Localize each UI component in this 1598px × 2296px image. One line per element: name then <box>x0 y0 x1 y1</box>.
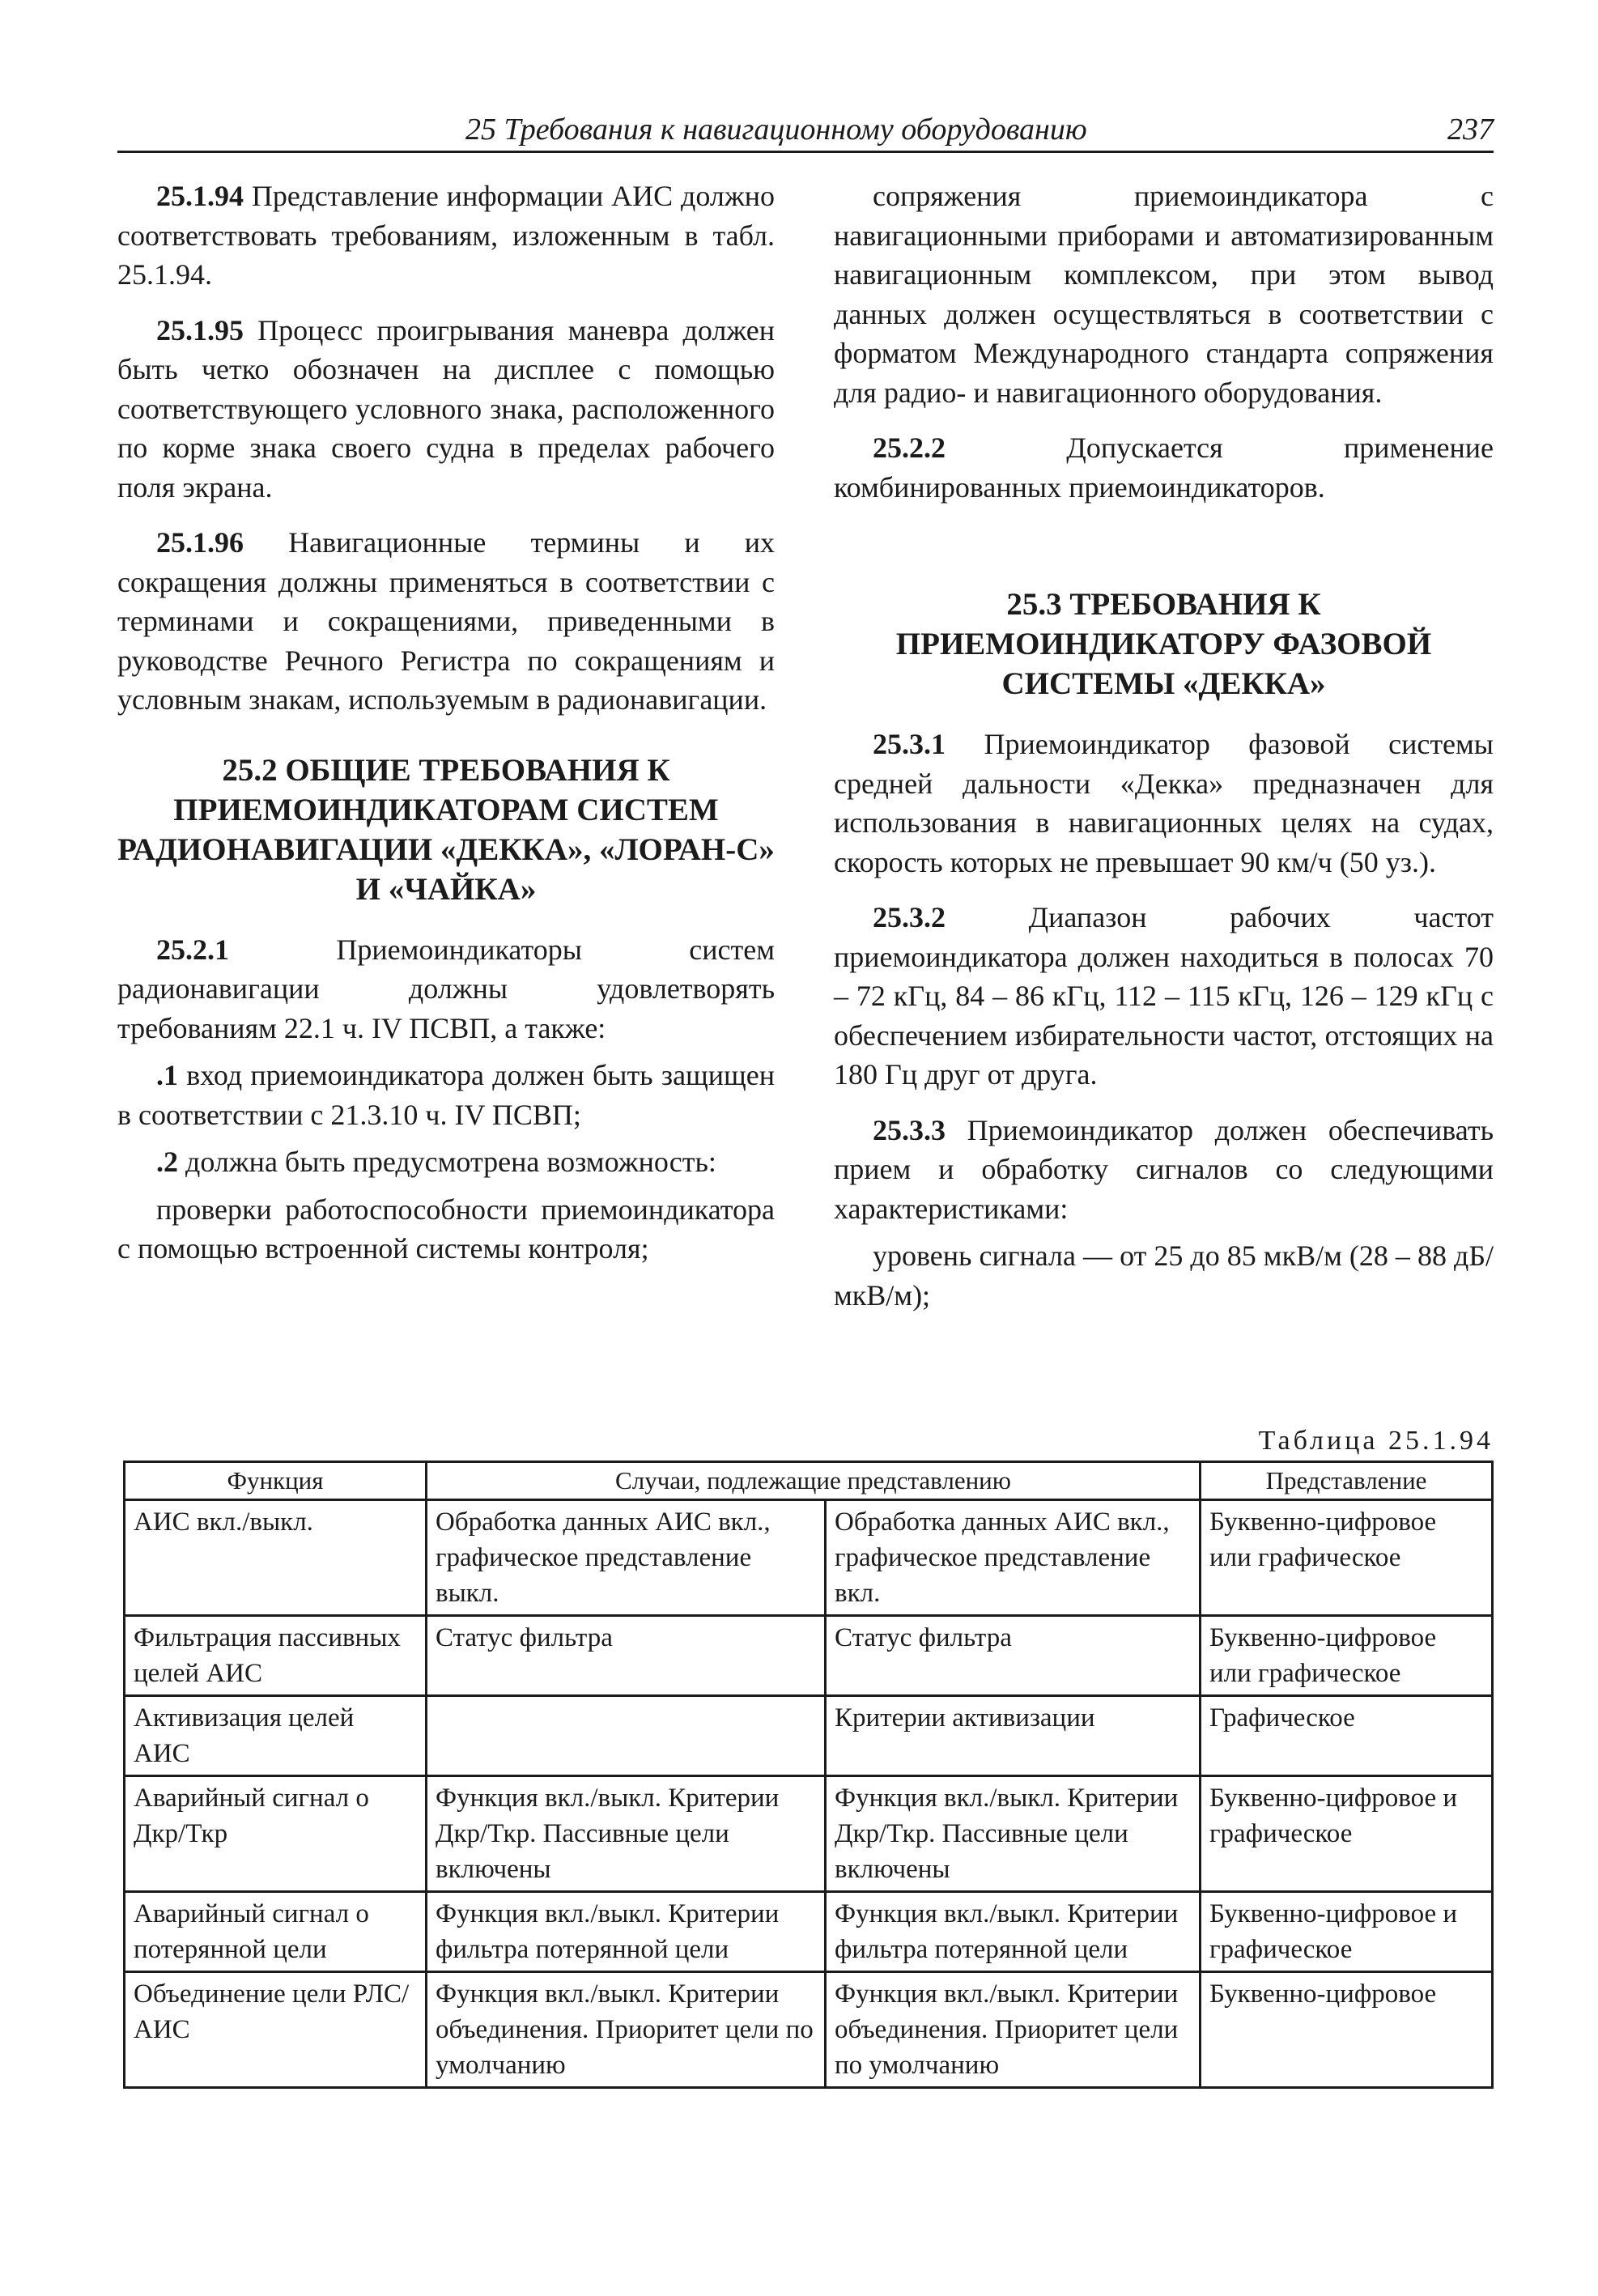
table-cell: Аварийный сигнал о потерянной цели <box>125 1892 427 1972</box>
table-row <box>125 1616 1493 1696</box>
clause-number: 25.1.96 <box>156 526 244 559</box>
section-heading-25-2: 25.2 ОБЩИЕ ТРЕБОВАНИЯ К ПРИЕМОИНДИКАТОРАМ СИСТЕМ РАДИОНАВИГАЦИИ «ДЕККА», «ЛОРАН-С» И «ЧАЙКА» <box>117 752 775 907</box>
table-cell: Графическое <box>1201 1696 1493 1776</box>
page-number: 237 <box>1447 113 1494 147</box>
paragraph-25-1-96 <box>117 523 775 720</box>
paragraph-continuation: сопряжения приемоиндикатора с навигационными приборами и автоматизированным навигационным комплексом, при этом вывод данных должен осуществляться в соответствии с форматом Международного стандарта сопряжения для радио- и навигационного оборудования. <box>834 180 1494 409</box>
clause-text: Приемоиндикатор фазовой системы средней дальности «Декка» предназначен для использования в навигационных целях на судах, скорость которых не превышает 90 км/ч (50 уз.). <box>834 728 1494 878</box>
header-rule <box>117 151 1494 153</box>
table-cell <box>427 1696 826 1776</box>
clause-number: 25.2.2 <box>873 432 946 464</box>
table-header-row <box>125 1462 1493 1500</box>
item-text: должна быть предусмотрена возможность: <box>178 1146 716 1178</box>
paragraph-25-3-1 <box>834 725 1494 882</box>
table-row <box>125 1696 1493 1776</box>
paragraph-25-2-2 <box>834 428 1494 507</box>
header-presentation: Представление <box>1201 1462 1493 1500</box>
table-cell: Функция вкл./выкл. Критерии Дкр/Ткр. Пассивные цели включены <box>427 1776 826 1892</box>
table-cell: Функция вкл./выкл. Критерии Дкр/Ткр. Пассивные цели включены <box>826 1776 1201 1892</box>
header-cases: Случаи, подлежащие представлению <box>427 1462 1201 1500</box>
clause-text: Диапазон рабочих частот приемоиндикатора должен находиться в полосах 70 – 72 кГц, 84 – 86 кГц, 112 – 115 кГц, 126 – 129 кГц с обеспечением избирательности частот, отстоящих на 180 Гц друг от друга. <box>834 901 1494 1091</box>
paragraph-item-1 <box>117 1056 775 1134</box>
table-cell: Обработка данных АИС вкл., графическое представление выкл. <box>427 1500 826 1616</box>
paragraph-25-2-1 <box>117 930 775 1048</box>
clause-text: Навигационные термины и их сокращения должны применяться в соответствии с терминами и сокращениями, приведенными в руководстве Речного Регистра по сокращениям и условным знакам, используемым в радионавигации. <box>117 526 775 716</box>
table-row <box>125 1776 1493 1892</box>
clause-number: 25.1.94 <box>156 180 244 212</box>
running-title: 25 Требования к навигационному оборудованию <box>465 113 1087 147</box>
clause-text: Представление информации АИС должно соответствовать требованиям, изложенным в табл. 25.1.94. <box>117 180 775 291</box>
paragraph-signal-level: уровень сигнала — от 25 до 85 мкВ/м (28 – 88 дБ/мкВ/м); <box>834 1239 1494 1312</box>
clause-number: 25.2.1 <box>156 933 229 966</box>
table-cell: Статус фильтра <box>826 1616 1201 1696</box>
clause-text: Приемоиндикатор должен обеспечивать прием и обработку сигналов со следующими характеристиками: <box>834 1113 1494 1225</box>
item-text: вход приемоиндикатора должен быть защищен в соответствии с 21.3.10 ч. IV ПСВП; <box>117 1059 775 1131</box>
table-row <box>125 1972 1493 2088</box>
item-number: .1 <box>156 1059 178 1091</box>
table-cell: Функция вкл./выкл. Критерии объединения. Приоритет цели по умолчанию <box>826 1972 1201 2088</box>
paragraph-25-1-95 <box>117 311 775 508</box>
table-cell: Буквенно-цифровое и графическое <box>1201 1892 1493 1972</box>
table-cell: Буквенно-цифровое или графическое <box>1201 1616 1493 1696</box>
table-row <box>125 1500 1493 1616</box>
paragraph-25-3-3 <box>834 1111 1494 1229</box>
paragraph-check: проверки работоспособности приемоиндикатора с помощью встроенной системы контроля; <box>117 1193 775 1265</box>
table-cell: Активизация целей АИС <box>125 1696 427 1776</box>
paragraph-25-1-94 <box>117 176 775 295</box>
section-heading-25-3: 25.3 ТРЕБОВАНИЯ К ПРИЕМОИНДИКАТОРУ ФАЗОВОЙ СИСТЕМЫ «ДЕККА» <box>895 587 1432 701</box>
table-cell: Функция вкл./выкл. Критерии объединения. Приоритет цели по умолчанию <box>427 1972 826 2088</box>
table-cell: Критерии активизации <box>826 1696 1201 1776</box>
table-cell: Статус фильтра <box>427 1616 826 1696</box>
clause-number: 25.3.2 <box>873 901 946 933</box>
clause-text: Процесс проигрывания маневра должен быть четко обозначен на дисплее с помощью соответствующего условного знака, расположенного по корме знака своего судна в пределах рабочего поля экрана. <box>117 313 775 504</box>
clause-number: 25.1.95 <box>156 313 244 347</box>
table-cell: Объединение цели РЛС/АИС <box>125 1972 427 2088</box>
table-caption: Таблица 25.1.94 <box>1258 1426 1494 1456</box>
header-function: Функция <box>125 1462 427 1500</box>
paragraph-25-3-2 <box>834 898 1494 1095</box>
clause-number: 25.3.3 <box>873 1113 946 1146</box>
table-cell: Буквенно-цифровое или графическое <box>1201 1500 1493 1616</box>
table-cell: Буквенно-цифровое и графическое <box>1201 1776 1493 1892</box>
paragraph-item-2 <box>117 1142 775 1182</box>
ais-table <box>123 1461 1494 2089</box>
table-cell: Буквенно-цифровое <box>1201 1972 1493 2088</box>
table-cell: Фильтрация пассивных целей АИС <box>125 1616 427 1696</box>
left-column <box>117 176 775 1277</box>
table-cell: Функция вкл./выкл. Критерии фильтра потерянной цели <box>427 1892 826 1972</box>
table-cell: Функция вкл./выкл. Критерии фильтра потерянной цели <box>826 1892 1201 1972</box>
table-row <box>125 1892 1493 1972</box>
table-cell: Аварийный сигнал о Дкр/Ткр <box>125 1776 427 1892</box>
clause-text: Приемоиндикаторы систем радионавигации должны удовлетворять требованиям 22.1 ч. IV ПСВП, а также: <box>117 933 775 1044</box>
table-cell: АИС вкл./выкл. <box>125 1500 427 1616</box>
item-number: .2 <box>156 1146 178 1178</box>
clause-number: 25.3.1 <box>873 728 946 760</box>
right-column <box>834 176 1494 1323</box>
table-cell: Обработка данных АИС вкл., графическое представление вкл. <box>826 1500 1201 1616</box>
page-header <box>117 109 1494 150</box>
clause-text: Допускается применение комбинированных приемоиндикаторов. <box>834 432 1494 504</box>
